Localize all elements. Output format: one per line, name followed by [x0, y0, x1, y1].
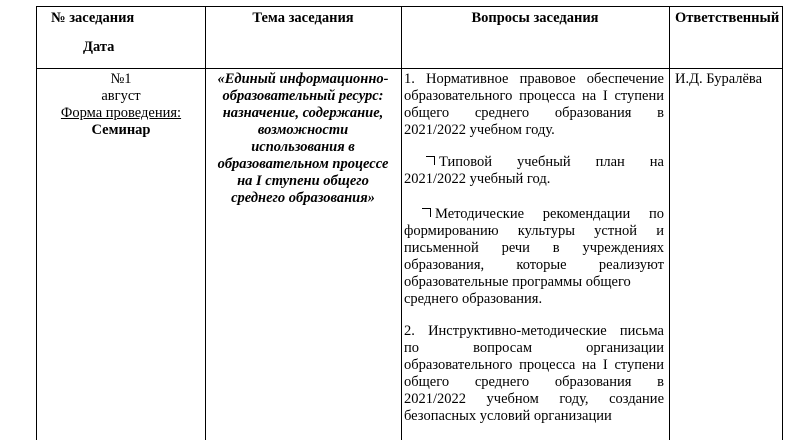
header-date: Дата	[83, 39, 115, 55]
text-line	[404, 274, 664, 291]
word: среднего	[474, 374, 530, 390]
word: письма	[619, 323, 664, 339]
bullet-marker-icon	[422, 208, 431, 217]
meeting-topic	[205, 71, 401, 207]
word: письменной	[404, 240, 479, 256]
word: году,	[559, 391, 589, 407]
word: организации	[586, 340, 664, 356]
text-line	[404, 206, 664, 223]
text-line	[404, 88, 664, 105]
word: культуры	[517, 223, 575, 239]
word: на	[582, 357, 597, 373]
word: условий	[479, 408, 531, 424]
form-value: Семинар	[91, 122, 151, 138]
topic-line: использования в	[251, 139, 355, 155]
word: Инструктивно-методические	[428, 323, 607, 339]
word: в	[657, 105, 664, 121]
word: по	[404, 340, 420, 356]
word: формированию	[404, 223, 499, 239]
text-line	[404, 223, 664, 240]
word: и	[656, 223, 664, 239]
responsible-person: И.Д. Буралёва	[675, 71, 763, 87]
word: образования	[554, 374, 632, 390]
topic-line: образовательном процессе	[217, 156, 389, 172]
word: вопросам	[473, 340, 532, 356]
word: Методические	[435, 206, 525, 222]
word: образовательные программы общего	[404, 274, 631, 290]
word: 2021/2022 учебный год.	[404, 171, 551, 187]
word: правовое	[519, 71, 576, 87]
word: процесса	[519, 88, 576, 104]
word: реализуют	[598, 257, 664, 273]
meeting-info	[37, 71, 205, 139]
topic-line: возможности	[257, 122, 349, 138]
form-label: Форма проведения:	[60, 105, 182, 121]
meeting-month: август	[101, 88, 141, 104]
word: 2.	[404, 323, 415, 339]
bullet-methodical-recommendations	[404, 206, 664, 308]
header-meeting-number-date	[37, 10, 205, 56]
bullet-typical-plan	[404, 154, 664, 188]
word: образовательного	[404, 88, 513, 104]
topic-line: среднего образования»	[231, 190, 375, 206]
word: план	[595, 154, 625, 170]
word: создание	[609, 391, 664, 407]
word: учебный	[517, 154, 571, 170]
word: общего	[404, 105, 450, 121]
word: процесса	[519, 357, 576, 373]
word: образования,	[404, 257, 485, 273]
text-line	[404, 154, 664, 171]
header-responsible: Ответственный	[675, 10, 780, 26]
topic-line: «Единый информационно-	[217, 71, 389, 87]
word: на	[649, 154, 664, 170]
word: учреждениях	[582, 240, 664, 256]
word: безопасных	[404, 408, 477, 424]
word: в	[657, 374, 664, 390]
word: в	[552, 240, 560, 256]
word: 1.	[404, 71, 415, 87]
text-line	[404, 340, 664, 357]
text-line	[404, 374, 664, 391]
word: Нормативное	[426, 71, 509, 87]
topic-line: назначение, содержание,	[222, 105, 384, 121]
question-1	[404, 71, 664, 139]
word: ступени	[614, 357, 664, 373]
text-line	[404, 357, 664, 374]
text-line	[404, 408, 664, 425]
word: образовательного	[404, 357, 513, 373]
word: которые	[516, 257, 567, 273]
word: 2021/2022	[404, 391, 467, 407]
question-2	[404, 323, 664, 425]
word: образования	[554, 105, 632, 121]
word: Типовой	[439, 154, 493, 170]
text-line	[404, 323, 664, 340]
word: учебном	[486, 391, 539, 407]
text-line	[404, 257, 664, 274]
meeting-number: №1	[110, 71, 132, 87]
text-line	[404, 105, 664, 122]
column-divider	[401, 7, 402, 440]
word: речи	[501, 240, 530, 256]
text-line	[404, 171, 664, 188]
word: ступени	[614, 88, 664, 104]
topic-line: на I ступени общего	[237, 173, 369, 189]
word: общего	[404, 374, 450, 390]
word: организации	[533, 408, 612, 424]
text-line	[404, 391, 664, 408]
bullet-marker-icon	[426, 156, 435, 165]
header-meeting-number: № заседания	[51, 10, 135, 26]
word: 2021/2022 учебном году.	[404, 122, 555, 138]
text-line	[404, 122, 664, 139]
header-questions: Вопросы заседания	[471, 10, 599, 26]
meeting-table	[36, 6, 783, 440]
header-topic: Тема заседания	[252, 10, 354, 26]
word: I	[602, 88, 608, 104]
text-line	[404, 71, 664, 88]
word: по	[648, 206, 664, 222]
row-divider	[37, 68, 782, 69]
word: среднего образования.	[404, 291, 543, 307]
word: на	[582, 88, 597, 104]
word: среднего	[474, 105, 530, 121]
text-line	[404, 240, 664, 257]
word: устной	[594, 223, 637, 239]
text-line	[404, 291, 664, 308]
topic-line: образовательный ресурс:	[222, 88, 384, 104]
word: рекомендации	[542, 206, 631, 222]
word: обеспечение	[586, 71, 664, 87]
word: I	[602, 357, 608, 373]
